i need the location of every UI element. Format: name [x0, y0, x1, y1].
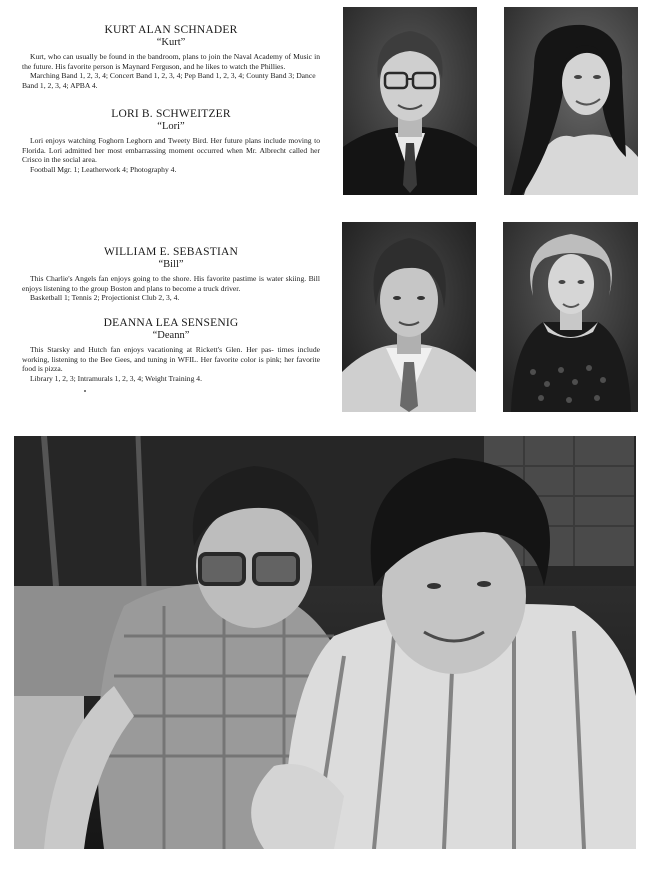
student-bio: Kurt, who can usually be found in the bandroom, plans to join the Naval Academy of Music in the future. His favorite person is Maynard Ferguson, and he likes to watch the Phillies. [22, 52, 321, 71]
bio-lori-schweitzer [22, 108, 320, 174]
bio-kurt-schnader [22, 24, 320, 90]
print-speck [84, 390, 86, 392]
student-nickname: “Kurt” [156, 37, 186, 48]
candid-photo-two-students [14, 436, 636, 849]
portrait-kurt-illustration [343, 7, 477, 195]
student-nickname: “Bill” [158, 259, 184, 270]
student-activities: Library 1, 2, 3; Intramurals 1, 2, 3, 4; Weight Training 4. [30, 373, 202, 383]
bio-william-sebastian [22, 246, 320, 303]
portrait-kurt-schnader [343, 7, 477, 195]
student-name: DEANNA LEA SENSENIG [103, 317, 239, 329]
portrait-deanna-sensenig [503, 222, 638, 412]
student-bio: This Starsky and Hutch fan enjoys vacationing at Rickett's Glen. Her pas- times include working, listening to the Bee Gees, and tuning in WFIL. Her favorite color is pink; her favorite food is pizza. [22, 345, 320, 374]
candid-photo-illustration [14, 436, 636, 849]
portrait-william-illustration [342, 222, 476, 412]
portrait-deanna-illustration [503, 222, 638, 412]
student-name: WILLIAM E. SEBASTIAN [104, 246, 238, 258]
student-nickname: “Deann” [152, 330, 190, 341]
portrait-lori-illustration [504, 7, 638, 195]
student-activities: Basketball 1; Tennis 2; Projectionist Club 2, 3, 4. [30, 293, 180, 303]
student-activities: Football Mgr. 1; Leatherwork 4; Photography 4. [30, 164, 177, 174]
student-activities: Marching Band 1, 2, 3, 4; Concert Band 1, 2, 3, 4; Pep Band 1, 2, 3, 4; County Band 3; Dance Band 1, 2, 3, 4; APBA 4. [22, 71, 316, 90]
portrait-lori-schweitzer [504, 7, 638, 195]
student-bio: Lori enjoys watching Foghorn Leghorn and Tweety Bird. Her future plans include moving to Florida. Lori admitted her most embarrassing moment occurred when Mr. Albrecht called her Crisco in the social area. [22, 136, 320, 165]
student-name: KURT ALAN SCHNADER [104, 24, 238, 36]
portrait-william-sebastian [342, 222, 476, 412]
bio-deanna-sensenig [22, 317, 320, 383]
student-name: LORI B. SCHWEITZER [111, 108, 231, 120]
student-nickname: “Lori” [157, 121, 185, 132]
student-bio: This Charlie's Angels fan enjoys going to the shore. His favorite pastime is water skiing. Bill enjoys listening to the group Boston and plans to become a truck driver. [22, 274, 320, 293]
